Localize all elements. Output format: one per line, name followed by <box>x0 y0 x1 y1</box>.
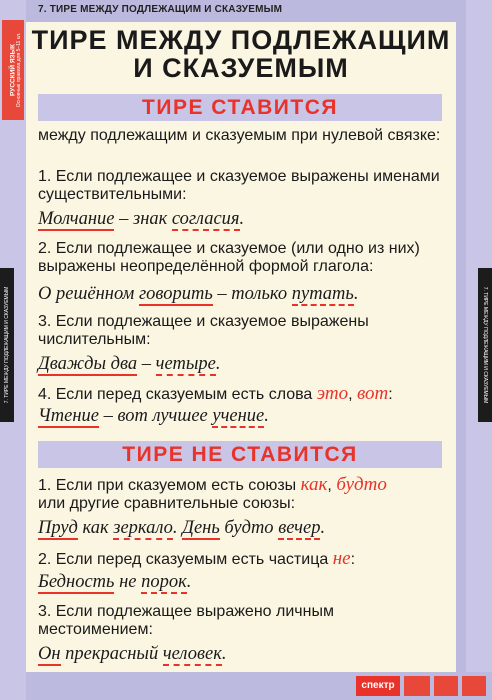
example-text: как <box>77 518 114 538</box>
rule-4-sep: , <box>348 386 358 403</box>
example-word-subject: Пруд <box>38 518 78 538</box>
example-punct: . <box>172 518 183 538</box>
section-heading-dash-placed: ТИРЕ СТАВИТСЯ <box>38 94 442 121</box>
keyword-budto: будто <box>336 474 387 495</box>
publisher-logo: спектр <box>356 676 400 696</box>
example-punct: . <box>353 284 359 304</box>
example-word-predicate: учение <box>212 406 265 426</box>
rule-4 <box>38 385 450 404</box>
example-word-subject: Он <box>38 644 61 664</box>
example-word-predicate: вечер <box>278 518 321 538</box>
example-text: прекрасный <box>60 644 163 664</box>
rule-4-text: 4. Если перед сказуемым есть слова <box>38 386 317 403</box>
example-4 <box>38 406 450 426</box>
example-7 <box>38 644 450 664</box>
subject-badge <box>2 20 24 120</box>
side-tab-left-text: 7. ТИРЕ МЕЖДУ ПОДЛЕЖАЩИМ И СКАЗУЕМЫМ <box>4 286 10 404</box>
keyword-ne: не <box>332 548 351 569</box>
rule-7: 3. Если подлежащее выражено личным местоимением: <box>38 603 334 638</box>
example-word-predicate: порок <box>141 572 187 592</box>
example-text: – только <box>212 284 292 304</box>
subject-badge-subtitle: Основные правила для 5–11 кл. <box>16 32 22 108</box>
rule-4-end: : <box>388 386 393 403</box>
side-tab-right-text: 7. ТИРЕ МЕЖДУ ПОДЛЕЖАЩИМ И СКАЗУЕМЫМ <box>482 286 488 404</box>
keyword-kak: как <box>300 474 328 495</box>
example-word-subject: День <box>182 518 220 538</box>
example-text: – вот лучшее <box>98 406 213 426</box>
example-punct: . <box>264 406 269 426</box>
example-punct: . <box>239 209 245 229</box>
section1-intro: между подлежащим и сказуемым при нулевой связке: <box>38 127 441 144</box>
rule-6 <box>38 550 450 569</box>
example-5 <box>38 518 450 538</box>
rule-6-end: : <box>350 551 356 568</box>
section-heading-dash-not-placed: ТИРЕ НЕ СТАВИТСЯ <box>38 441 442 468</box>
example-word-predicate: четыре <box>155 354 216 374</box>
example-punct: . <box>221 644 227 664</box>
example-punct: . <box>186 572 192 592</box>
example-word-subject: Дважды два <box>38 354 138 374</box>
title-line-1: ТИРЕ МЕЖДУ ПОДЛЕЖАЩИМ <box>31 25 451 55</box>
example-word-subject: Чтение <box>38 406 99 426</box>
rule-3: 3. Если подлежащее и сказуемое выражены числительным: <box>38 313 369 348</box>
footer-info-block <box>404 676 430 696</box>
example-punct: . <box>215 354 221 374</box>
footer-info-block <box>434 676 458 696</box>
footer-info-block <box>462 676 486 696</box>
example-text: не <box>114 572 142 592</box>
example-word-predicate: путать <box>291 284 354 304</box>
subject-badge-title: РУССКИЙ ЯЗЫК <box>9 44 17 96</box>
example-word-predicate: согласия <box>171 209 240 229</box>
example-word-predicate: человек <box>162 644 222 664</box>
example-3 <box>38 354 450 374</box>
keyword-eto: это <box>316 383 349 404</box>
rule-5 <box>38 476 450 513</box>
example-1 <box>38 209 450 229</box>
side-tab-right <box>478 268 492 422</box>
example-word-subject: говорить <box>138 284 213 304</box>
rule-5-text: 1. Если при сказуемом есть союзы <box>38 477 301 494</box>
example-text: О решённом <box>38 284 139 304</box>
rule-2: 2. Если подлежащее и сказуемое (или одно из них) выражены неопределённой формой глагола: <box>38 240 420 275</box>
rule-5-sep: , <box>327 477 337 494</box>
keyword-vot: вот <box>357 383 389 404</box>
title-line-2: И СКАЗУЕМЫМ <box>133 53 349 83</box>
example-word-subject: Молчание <box>38 209 115 229</box>
example-6 <box>38 572 450 592</box>
example-text: – <box>137 354 156 374</box>
page-title <box>26 26 456 82</box>
rule-1: 1. Если подлежащее и сказуемое выражены именами существительными: <box>38 168 440 203</box>
side-tab-left <box>0 268 14 422</box>
example-word-subject: Бедность <box>38 572 115 592</box>
top-caption: 7. ТИРЕ МЕЖДУ ПОДЛЕЖАЩИМ И СКАЗУЕМЫМ <box>38 4 283 15</box>
example-punct: . <box>320 518 326 538</box>
example-text: – знак <box>114 209 172 229</box>
example-2 <box>38 284 450 304</box>
example-text: будто <box>219 518 279 538</box>
rule-6-text: 2. Если перед сказуемым есть частица <box>38 551 333 568</box>
rule-5-rest: или другие сравнительные союзы: <box>38 495 296 512</box>
example-word-predicate: зеркало <box>113 518 173 538</box>
